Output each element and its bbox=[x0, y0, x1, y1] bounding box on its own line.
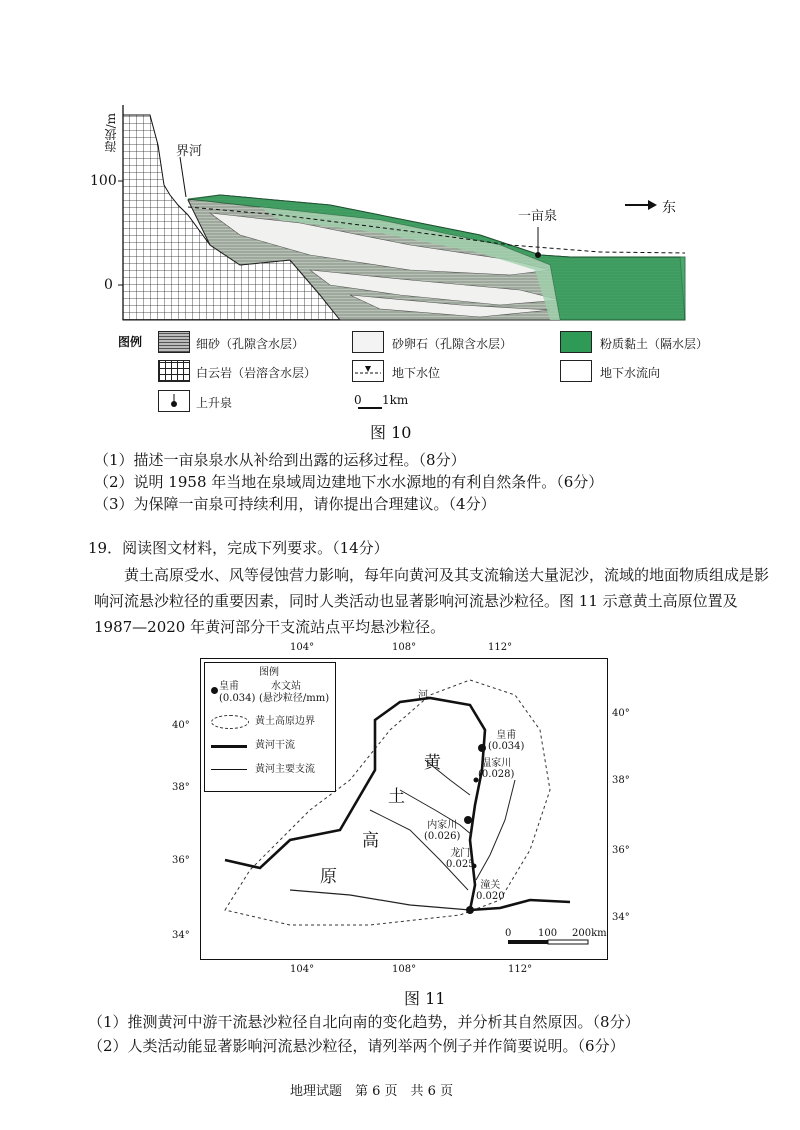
legend-station-name: 皇甫 bbox=[219, 681, 239, 692]
tributary bbox=[290, 890, 470, 910]
river-char: 河 bbox=[418, 690, 428, 701]
figure-10 bbox=[80, 95, 709, 425]
station-name: 内家川 bbox=[427, 820, 458, 831]
map-legend bbox=[204, 662, 336, 792]
lon-top-108: 108° bbox=[392, 642, 417, 653]
lat-right-40: 40° bbox=[612, 708, 630, 719]
lon-bottom-104: 104° bbox=[290, 964, 315, 975]
scale-200km: 200km bbox=[572, 928, 607, 939]
lat-left-34: 34° bbox=[172, 930, 190, 941]
legend-boundary: 黄土高原边界 bbox=[255, 716, 315, 727]
station-value: 0.025 bbox=[446, 859, 475, 870]
lon-bottom-108: 108° bbox=[392, 964, 417, 975]
map-legend-title: 图例 bbox=[259, 667, 279, 678]
station-label-wenjiachuan bbox=[478, 758, 514, 780]
tick-0: 0 bbox=[104, 277, 113, 293]
station-name: 温家川 bbox=[481, 758, 512, 769]
station-label-huangfu bbox=[488, 730, 524, 752]
station-label-tongguan bbox=[476, 880, 505, 902]
gravel-swatch bbox=[352, 331, 384, 353]
lat-right-38: 38° bbox=[612, 775, 630, 786]
q19-heading: 19．阅读图文材料，完成下列要求。（14分） bbox=[88, 539, 389, 557]
lat-right-36: 36° bbox=[612, 845, 630, 856]
q18-sub-3: （3）为保障一亩泉可持续利用，请你提出合理建议。（4分） bbox=[94, 495, 496, 513]
scale-bar-10 bbox=[354, 393, 434, 413]
q19-material: 黄土高原受水、风等侵蚀营力影响，每年向黄河及其支流输送大量泥沙，流域的地面物质组成是影响河流悬沙粒径的重要因素，同时人类活动也显著影响河流悬沙粒径。图 11 示意黄土高原位置及 1987—2020 年黄河部分干支流站点平均悬沙粒径。 bbox=[94, 566, 770, 636]
figure-10-caption: 图 10 bbox=[370, 423, 412, 442]
q18-sub-2: （2）说明 1958 年当地在泉域周边建地下水水源地的有利自然条件。（6分） bbox=[94, 473, 604, 491]
y-axis-label: 海拔/m bbox=[104, 113, 118, 153]
station-tongguan bbox=[466, 906, 474, 914]
legend-station-dot bbox=[211, 687, 218, 694]
plateau-char-3: 高 bbox=[362, 831, 379, 851]
station-huangfu bbox=[478, 744, 486, 752]
legend-silty-clay: 粉质黏土（隔水层） bbox=[600, 337, 709, 351]
page-footer: 地理试题 第 6 页 共 6 页 bbox=[290, 1084, 454, 1099]
fine-sand-swatch bbox=[158, 331, 190, 353]
legend-water-table: 地下水位 bbox=[392, 366, 441, 380]
legend-tributary: 黄河主要支流 bbox=[255, 764, 315, 775]
legend-main-symbol bbox=[211, 745, 247, 748]
legend-gravel: 砂卵石（孔隙含水层） bbox=[392, 337, 513, 351]
legend-station-desc2: (悬沙粒径/mm) bbox=[259, 693, 330, 704]
legend-fine-sand: 细砂（孔隙含水层） bbox=[196, 337, 305, 351]
silty-clay-swatch bbox=[560, 331, 592, 353]
lat-left-40: 40° bbox=[172, 720, 190, 731]
scale-zero: 0 bbox=[354, 393, 362, 407]
flow-swatch bbox=[560, 360, 592, 382]
figure-11-caption: 图 11 bbox=[404, 989, 446, 1008]
legend-ascending-spring: 上升泉 bbox=[196, 396, 233, 410]
tick-100: 100 bbox=[90, 173, 117, 189]
legend-dolomite: 白云岩（岩溶含水层） bbox=[196, 366, 317, 380]
scale-100: 100 bbox=[538, 928, 558, 939]
q19-sub-1: （1）推测黄河中游干流悬沙粒径自北向南的变化趋势，并分析其自然原因。（8分） bbox=[88, 1013, 640, 1031]
tributary bbox=[476, 780, 515, 880]
station-value: (0.028) bbox=[478, 769, 515, 780]
plateau-char-2: 土 bbox=[388, 787, 405, 807]
station-value: (0.034) bbox=[488, 741, 525, 752]
station-name: 龙门 bbox=[450, 848, 471, 859]
legend-trib-symbol bbox=[211, 769, 247, 770]
q19-sub-2: （2）人类活动能显著影响河流悬沙粒径，请列举两个例子并作简要说明。（6分） bbox=[88, 1037, 625, 1055]
legend-station-val: (0.034) bbox=[219, 693, 256, 704]
station-neijiachuan bbox=[464, 816, 472, 824]
lon-top-112: 112° bbox=[488, 642, 513, 653]
scale-km: 1km bbox=[382, 393, 409, 407]
station-value: (0.026) bbox=[424, 831, 461, 842]
lon-top-104: 104° bbox=[290, 642, 315, 653]
legend-boundary-symbol bbox=[211, 715, 249, 729]
label-spring: 一亩泉 bbox=[518, 209, 558, 224]
cross-section-diagram bbox=[80, 95, 700, 345]
station-name: 潼关 bbox=[480, 880, 501, 891]
plateau-char-4: 原 bbox=[320, 867, 337, 887]
lon-bottom-112: 112° bbox=[508, 964, 533, 975]
legend-title: 图例 bbox=[118, 335, 143, 349]
lat-right-34: 34° bbox=[612, 912, 630, 923]
lat-left-38: 38° bbox=[172, 782, 190, 793]
spring-swatch bbox=[158, 390, 190, 412]
lat-left-36: 36° bbox=[172, 855, 190, 866]
legend-station-desc: 水文站 bbox=[271, 681, 301, 692]
station-name: 皇甫 bbox=[496, 730, 517, 741]
plateau-char-1: 黄 bbox=[424, 753, 441, 773]
scale-0: 0 bbox=[505, 928, 512, 939]
water-table-swatch bbox=[352, 360, 384, 382]
legend-main-river: 黄河干流 bbox=[255, 740, 295, 751]
legend-flow-direction: 地下水流向 bbox=[600, 366, 661, 380]
label-border-river: 界河 bbox=[176, 144, 203, 159]
dolomite-swatch bbox=[158, 360, 190, 382]
station-label-longmen bbox=[446, 848, 475, 870]
q18-sub-1: （1）描述一亩泉泉水从补给到出露的运移过程。（8分） bbox=[94, 451, 466, 469]
label-east: 东 bbox=[662, 200, 676, 216]
station-label-neijiachuan bbox=[424, 820, 460, 842]
figure-11 bbox=[170, 640, 640, 990]
station-value: 0.020 bbox=[476, 891, 505, 902]
